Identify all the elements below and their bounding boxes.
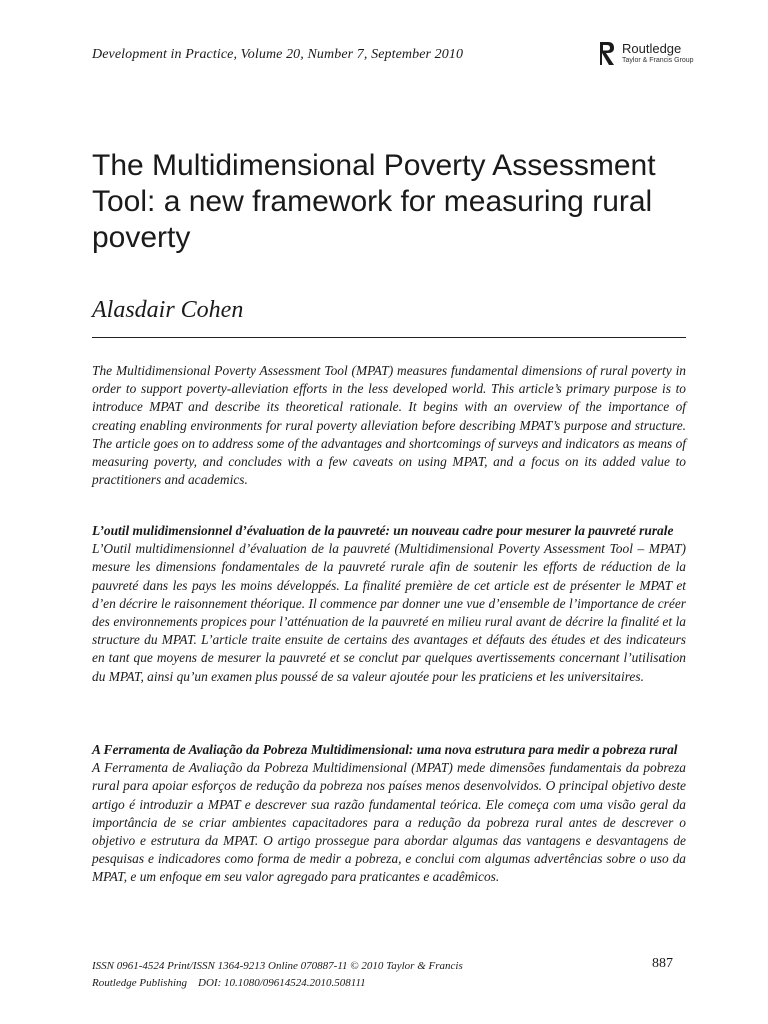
article-author: Alasdair Cohen bbox=[92, 297, 244, 323]
routledge-logo-icon bbox=[597, 40, 617, 67]
journal-citation: Development in Practice, Volume 20, Number 7, September 2010 bbox=[92, 47, 464, 62]
abstract-portuguese-body: A Ferramenta de Avaliação da Pobreza Multidimensional (MPAT) mede dimensões fundamentais da pobreza rural para apoiar esforços de redução da pobreza nos países menos desenvolvidos. O principal objetivo deste artigo é introduzir a MPAT e descrever sua razão fundamental teórica. Ele começa com uma visão geral da importância de se criar ambientes capacitadores para a redução da pobreza rural antes de descrever o objetivo e estrutura da MPAT. O artigo prossegue para abordar algumas das vantagens e desvantagens de pesquisas e indicadores como forma de medir a pobreza, e conclui com algumas advertências sobre o uso da MPAT, e um enfoque em seu valor agregado para praticantes e acadêmicos. bbox=[92, 760, 686, 885]
abstract-english: The Multidimensional Poverty Assessment Tool (MPAT) measures fundamental dimensions of rural poverty in order to support poverty-alleviation efforts in the less developed world. This article’s primary purpose is to introduce MPAT and describe its theoretical rationale. It begins with an overview of the importance of creating enabling environments for rural poverty alleviation before describing MPAT’s purpose and structure. The article goes on to address some of the advantages and shortcomings of surveys and indicators as means of measuring poverty, and concludes with a few caveats on using MPAT, and a focus on its added value to practitioners and academics. bbox=[92, 363, 686, 488]
abstract-french-heading: L’outil mulidimensionnel d’évaluation de la pauvreté: un nouveau cadre pour mesurer la pauvreté rurale bbox=[92, 523, 674, 538]
abstract-french bbox=[92, 522, 686, 686]
footer-issn: ISSN 0961-4524 Print/ISSN 1364-9213 Online 070887-11 © 2010 Taylor & Francis bbox=[92, 960, 463, 972]
page-footer bbox=[92, 958, 686, 992]
abstract-portuguese-heading: A Ferramenta de Avaliação da Pobreza Multidimensional: uma nova estrutura para medir a pobreza rural bbox=[92, 742, 678, 757]
publisher-name: Routledge bbox=[622, 41, 682, 56]
title-divider bbox=[92, 337, 686, 338]
abstract-portuguese bbox=[92, 741, 686, 887]
publisher-group: Taylor & Francis Group bbox=[622, 57, 694, 64]
page-number: 887 bbox=[652, 956, 673, 971]
publisher-logo bbox=[597, 40, 697, 70]
abstract-french-body: L’Outil multidimensionnel d’évaluation de la pauvreté (Multidimensional Poverty Assessment Tool – MPAT) mesure les dimensions fondamentales de la pauvreté rurale afin de soutenir les efforts de réduction de la pauvreté dans les pays les moins développés. La finalité première de cet article est de présenter le MPAT et d’en décrire le raisonnement théorique. Il commence par donner une vue d’ensemble de l’importance de créer des environnements propices pour l’atténuation de la pauvreté en milieu rural avant de décrire la finalité et la structure du MPAT. L’article traite ensuite de certains des avantages et défauts des études et des indicateurs en tant que moyens de mesurer la pauvreté et se conclut par quelques avertissements concernant l’utilisation du MPAT, ainsi qu’un examen plus poussé de sa valeur ajoutée pour les praticiens et les universitaires. bbox=[92, 541, 686, 684]
article-title: The Multidimensional Poverty Assessment Tool: a new framework for measuring rural poverty bbox=[92, 149, 656, 254]
footer-doi: Routledge Publishing DOI: 10.1080/09614524.2010.508111 bbox=[92, 977, 366, 989]
